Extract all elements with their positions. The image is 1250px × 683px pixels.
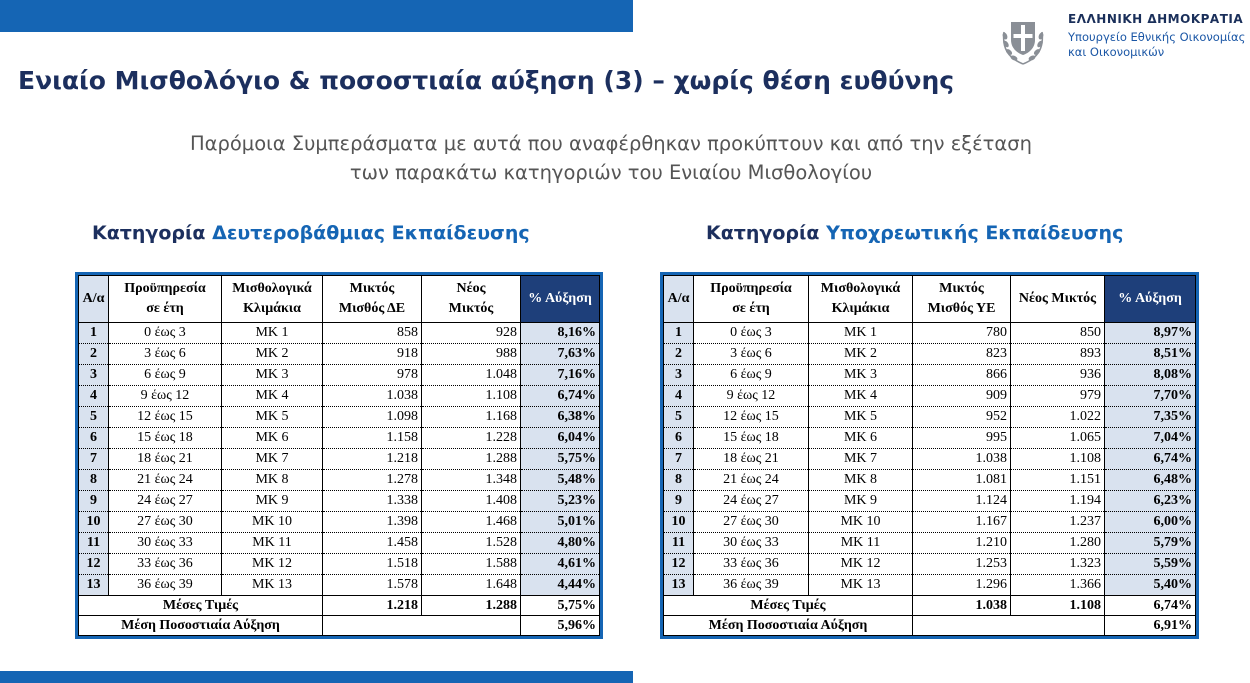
cell-gross-salary: 1.167: [913, 512, 1011, 533]
salary-table: [78, 275, 600, 636]
cell-experience: 3 έως 6: [109, 344, 222, 365]
page-title: Ενιαίο Μισθολόγιο & ποσοστιαία αύξηση (3) – χωρίς θέση ευθύνης: [18, 66, 955, 95]
cell-aa: 13: [664, 575, 694, 596]
cell-experience: 24 έως 27: [694, 491, 809, 512]
cell-new-gross: 1.022: [1011, 407, 1105, 428]
cell-scale: ΜΚ 9: [222, 491, 323, 512]
table-row: [664, 344, 1196, 365]
cell-increase: 5,48%: [521, 470, 600, 491]
cell-increase: 8,97%: [1105, 323, 1196, 344]
greek-coat-of-arms-logo: [998, 14, 1048, 68]
cell-gross-salary: 858: [323, 323, 422, 344]
cell-increase: 5,79%: [1105, 533, 1196, 554]
cell-scale: ΜΚ 4: [809, 386, 913, 407]
cell-experience: 27 έως 30: [694, 512, 809, 533]
cell-new-gross: 1.323: [1011, 554, 1105, 575]
cell-aa: 11: [664, 533, 694, 554]
table-row: [79, 344, 600, 365]
table-row: [79, 365, 600, 386]
cell-experience: 0 έως 3: [694, 323, 809, 344]
cell-new-gross: 1.288: [422, 449, 521, 470]
cell-gross-salary: 1.218: [323, 449, 422, 470]
table-row: [664, 407, 1196, 428]
cell-experience: 21 έως 24: [694, 470, 809, 491]
cell-experience: 30 έως 33: [694, 533, 809, 554]
cell-new-gross: 928: [422, 323, 521, 344]
cell-scale: ΜΚ 6: [222, 428, 323, 449]
cell-scale: ΜΚ 5: [222, 407, 323, 428]
cell-gross-salary: 866: [913, 365, 1011, 386]
cell-scale: ΜΚ 5: [809, 407, 913, 428]
cell-increase: 7,35%: [1105, 407, 1196, 428]
cell-aa: 2: [79, 344, 109, 365]
cell-increase: 5,23%: [521, 491, 600, 512]
cell-new-gross: 1.237: [1011, 512, 1105, 533]
cell-new-gross: 1.194: [1011, 491, 1105, 512]
cell-aa: 8: [664, 470, 694, 491]
cell-experience: 30 έως 33: [109, 533, 222, 554]
cell-new-gross: 1.065: [1011, 428, 1105, 449]
cell-scale: ΜΚ 12: [809, 554, 913, 575]
header-new-line2: Μικτός: [448, 301, 494, 316]
section-title-secondary-education: [92, 222, 530, 244]
table-row: [664, 533, 1196, 554]
table-row: [79, 533, 600, 554]
cell-aa: 9: [664, 491, 694, 512]
cell-gross-salary: 1.158: [323, 428, 422, 449]
header-experience-line2: σε έτη: [146, 301, 184, 316]
header-gross-line1: Μικτός: [939, 281, 984, 296]
mean-increase-value: 6,91%: [1105, 616, 1196, 636]
page-subtitle: [0, 129, 1222, 187]
cell-scale: ΜΚ 11: [222, 533, 323, 554]
cell-aa: 8: [79, 470, 109, 491]
cell-increase: 5,75%: [521, 449, 600, 470]
table-header-row: [79, 276, 600, 323]
table-row: [664, 470, 1196, 491]
cell-experience: 36 έως 39: [694, 575, 809, 596]
section-title-compulsory-education: [706, 222, 1123, 244]
cell-new-gross: 893: [1011, 344, 1105, 365]
cell-scale: ΜΚ 3: [809, 365, 913, 386]
cell-experience: 6 έως 9: [694, 365, 809, 386]
cell-gross-salary: 780: [913, 323, 1011, 344]
table-row: [664, 323, 1196, 344]
cell-experience: 33 έως 36: [694, 554, 809, 575]
cell-aa: 2: [664, 344, 694, 365]
cell-aa: 7: [79, 449, 109, 470]
cell-aa: 4: [664, 386, 694, 407]
table-row: [79, 575, 600, 596]
table-row: [79, 554, 600, 575]
cell-new-gross: 1.348: [422, 470, 521, 491]
header-experience-line2: σε έτη: [732, 301, 770, 316]
header-experience: [694, 276, 809, 323]
cell-new-gross: 1.048: [422, 365, 521, 386]
header-experience-line1: Προϋπηρεσία: [124, 281, 206, 296]
average-gross: 1.218: [323, 596, 422, 616]
table-row: [664, 575, 1196, 596]
mean-increase-empty: [323, 616, 521, 636]
cell-aa: 12: [79, 554, 109, 575]
ministry-name-line2: και Οικονομικών: [1068, 45, 1165, 59]
cell-experience: 12 έως 15: [109, 407, 222, 428]
cell-scale: ΜΚ 1: [222, 323, 323, 344]
cell-gross-salary: 1.038: [913, 449, 1011, 470]
cell-scale: ΜΚ 11: [809, 533, 913, 554]
header-increase: % Αύξηση: [1105, 276, 1196, 323]
header-scale-line2: Κλιμάκια: [831, 301, 890, 316]
cell-new-gross: 850: [1011, 323, 1105, 344]
cell-gross-salary: 1.124: [913, 491, 1011, 512]
cell-gross-salary: 995: [913, 428, 1011, 449]
mean-increase-value: 5,96%: [521, 616, 600, 636]
cell-gross-salary: 1.398: [323, 512, 422, 533]
cell-gross-salary: 918: [323, 344, 422, 365]
cell-aa: 3: [79, 365, 109, 386]
cell-aa: 5: [79, 407, 109, 428]
cell-new-gross: 1.228: [422, 428, 521, 449]
cell-gross-salary: 978: [323, 365, 422, 386]
cell-increase: 6,04%: [521, 428, 600, 449]
cell-scale: ΜΚ 6: [809, 428, 913, 449]
table-row: [79, 470, 600, 491]
header-scale-line2: Κλιμάκια: [243, 301, 301, 316]
section-title-prefix: Κατηγορία: [92, 222, 213, 244]
cell-increase: 5,59%: [1105, 554, 1196, 575]
cell-aa: 4: [79, 386, 109, 407]
cell-increase: 6,23%: [1105, 491, 1196, 512]
government-name: ΕΛΛΗΝΙΚΗ ΔΗΜΟΚΡΑΤΙΑ: [1068, 12, 1244, 26]
cell-experience: 36 έως 39: [109, 575, 222, 596]
header-increase: % Αύξηση: [521, 276, 600, 323]
ministry-name-line1: Υπουργείο Εθνικής Οικονομίας: [1068, 30, 1246, 44]
table-row: [79, 323, 600, 344]
cell-increase: 8,51%: [1105, 344, 1196, 365]
cell-scale: ΜΚ 4: [222, 386, 323, 407]
cell-scale: ΜΚ 13: [809, 575, 913, 596]
cell-increase: 6,38%: [521, 407, 600, 428]
cell-new-gross: 1.408: [422, 491, 521, 512]
table-row: [664, 365, 1196, 386]
cell-aa: 9: [79, 491, 109, 512]
cell-aa: 1: [664, 323, 694, 344]
cell-scale: ΜΚ 2: [809, 344, 913, 365]
cell-experience: 15 έως 18: [109, 428, 222, 449]
cell-increase: 7,04%: [1105, 428, 1196, 449]
header-scale: [222, 276, 323, 323]
cell-new-gross: 1.528: [422, 533, 521, 554]
header-gross-line1: Μικτός: [349, 281, 395, 296]
salary-table-secondary-education: [75, 272, 603, 639]
header-scale-line1: Μισθολογικά: [232, 281, 312, 296]
cell-gross-salary: 1.081: [913, 470, 1011, 491]
cell-increase: 5,40%: [1105, 575, 1196, 596]
header-gross-salary: [913, 276, 1011, 323]
cell-increase: 8,08%: [1105, 365, 1196, 386]
cell-new-gross: 1.648: [422, 575, 521, 596]
cell-experience: 33 έως 36: [109, 554, 222, 575]
subtitle-line1: Παρόμοια Συμπεράσματα με αυτά που αναφέρθηκαν προκύπτουν και από την εξέταση: [189, 132, 1032, 155]
cell-experience: 27 έως 30: [109, 512, 222, 533]
table-row: [79, 491, 600, 512]
cell-gross-salary: 909: [913, 386, 1011, 407]
cell-gross-salary: 1.098: [323, 407, 422, 428]
subtitle-line2: των παρακάτω κατηγοριών του Ενιαίου Μισθολογίου: [349, 161, 873, 184]
cell-increase: 7,63%: [521, 344, 600, 365]
cell-aa: 12: [664, 554, 694, 575]
header-new-gross: [422, 276, 521, 323]
cell-gross-salary: 1.458: [323, 533, 422, 554]
average-values-row: [79, 596, 600, 616]
cell-scale: ΜΚ 12: [222, 554, 323, 575]
cell-increase: 6,48%: [1105, 470, 1196, 491]
cell-aa: 5: [664, 407, 694, 428]
average-values-label: Μέσες Τιμές: [79, 596, 323, 616]
table-row: [664, 449, 1196, 470]
table-row: [79, 512, 600, 533]
average-values-row: [664, 596, 1196, 616]
cell-scale: ΜΚ 7: [222, 449, 323, 470]
cell-aa: 10: [664, 512, 694, 533]
header-new-line1: Νέος Μικτός: [1018, 291, 1097, 306]
section-title-highlight: Υποχρεωτικής Εκπαίδευσης: [826, 222, 1124, 244]
table-row: [79, 428, 600, 449]
cell-aa: 6: [664, 428, 694, 449]
cell-scale: ΜΚ 10: [222, 512, 323, 533]
cell-experience: 9 έως 12: [109, 386, 222, 407]
cell-aa: 10: [79, 512, 109, 533]
cell-increase: 6,00%: [1105, 512, 1196, 533]
cell-increase: 7,16%: [521, 365, 600, 386]
cell-experience: 0 έως 3: [109, 323, 222, 344]
cell-gross-salary: 1.338: [323, 491, 422, 512]
cell-scale: ΜΚ 10: [809, 512, 913, 533]
table-row: [664, 554, 1196, 575]
header-scale: [809, 276, 913, 323]
cell-scale: ΜΚ 7: [809, 449, 913, 470]
cell-experience: 6 έως 9: [109, 365, 222, 386]
average-values-label: Μέσες Τιμές: [664, 596, 913, 616]
cell-new-gross: 1.108: [422, 386, 521, 407]
cell-increase: 6,74%: [521, 386, 600, 407]
header-gross-salary: [323, 276, 422, 323]
cell-increase: 7,70%: [1105, 386, 1196, 407]
cell-experience: 12 έως 15: [694, 407, 809, 428]
average-increase: 6,74%: [1105, 596, 1196, 616]
cell-new-gross: 988: [422, 344, 521, 365]
bottom-accent-bar: [0, 671, 633, 683]
cell-aa: 1: [79, 323, 109, 344]
average-new-gross: 1.108: [1011, 596, 1105, 616]
cell-new-gross: 1.468: [422, 512, 521, 533]
header-experience-line1: Προϋπηρεσία: [710, 281, 792, 296]
cell-scale: ΜΚ 13: [222, 575, 323, 596]
cell-gross-salary: 952: [913, 407, 1011, 428]
cell-aa: 7: [664, 449, 694, 470]
average-increase: 5,75%: [521, 596, 600, 616]
header-new-gross: [1011, 276, 1105, 323]
salary-table: [663, 275, 1196, 636]
cell-new-gross: 1.280: [1011, 533, 1105, 554]
cell-scale: ΜΚ 8: [809, 470, 913, 491]
header-aa: Α/α: [79, 276, 109, 323]
table-row: [79, 407, 600, 428]
table-row: [664, 428, 1196, 449]
header-new-line1: Νέος: [456, 281, 486, 296]
table-header-row: [664, 276, 1196, 323]
average-new-gross: 1.288: [422, 596, 521, 616]
table-row: [664, 491, 1196, 512]
cell-scale: ΜΚ 3: [222, 365, 323, 386]
cell-gross-salary: 1.578: [323, 575, 422, 596]
header-aa: Α/α: [664, 276, 694, 323]
cell-aa: 11: [79, 533, 109, 554]
cell-scale: ΜΚ 8: [222, 470, 323, 491]
mean-increase-empty: [913, 616, 1105, 636]
top-accent-bar: [0, 0, 633, 32]
cell-new-gross: 979: [1011, 386, 1105, 407]
cell-experience: 18 έως 21: [694, 449, 809, 470]
cell-scale: ΜΚ 2: [222, 344, 323, 365]
cell-gross-salary: 823: [913, 344, 1011, 365]
table-row: [79, 449, 600, 470]
average-gross: 1.038: [913, 596, 1011, 616]
mean-increase-label: Μέση Ποσοστιαία Αύξηση: [664, 616, 913, 636]
cell-gross-salary: 1.210: [913, 533, 1011, 554]
cell-gross-salary: 1.518: [323, 554, 422, 575]
mean-increase-row: [79, 616, 600, 636]
cell-increase: 4,44%: [521, 575, 600, 596]
cell-gross-salary: 1.278: [323, 470, 422, 491]
header-scale-line1: Μισθολογικά: [820, 281, 901, 296]
section-title-prefix: Κατηγορία: [706, 222, 827, 244]
cell-gross-salary: 1.296: [913, 575, 1011, 596]
cell-gross-salary: 1.038: [323, 386, 422, 407]
salary-table-compulsory-education: [660, 272, 1199, 639]
cell-increase: 4,61%: [521, 554, 600, 575]
header-experience: [109, 276, 222, 323]
cell-new-gross: 936: [1011, 365, 1105, 386]
cell-new-gross: 1.366: [1011, 575, 1105, 596]
header-gross-line2: Μισθός ΔΕ: [338, 301, 406, 316]
cell-experience: 3 έως 6: [694, 344, 809, 365]
mean-increase-label: Μέση Ποσοστιαία Αύξηση: [79, 616, 323, 636]
cell-experience: 21 έως 24: [109, 470, 222, 491]
cell-new-gross: 1.588: [422, 554, 521, 575]
cell-scale: ΜΚ 1: [809, 323, 913, 344]
cell-increase: 6,74%: [1105, 449, 1196, 470]
cell-aa: 13: [79, 575, 109, 596]
government-header: [1068, 12, 1250, 60]
cell-experience: 18 έως 21: [109, 449, 222, 470]
cell-experience: 9 έως 12: [694, 386, 809, 407]
cell-increase: 5,01%: [521, 512, 600, 533]
cell-aa: 3: [664, 365, 694, 386]
cell-new-gross: 1.168: [422, 407, 521, 428]
header-gross-line2: Μισθός ΥΕ: [927, 301, 996, 316]
cell-new-gross: 1.151: [1011, 470, 1105, 491]
table-row: [79, 386, 600, 407]
cell-experience: 15 έως 18: [694, 428, 809, 449]
table-row: [664, 512, 1196, 533]
section-title-highlight: Δευτεροβάθμιας Εκπαίδευσης: [212, 222, 530, 244]
cell-increase: 8,16%: [521, 323, 600, 344]
table-row: [664, 386, 1196, 407]
cell-experience: 24 έως 27: [109, 491, 222, 512]
cell-increase: 4,80%: [521, 533, 600, 554]
mean-increase-row: [664, 616, 1196, 636]
cell-gross-salary: 1.253: [913, 554, 1011, 575]
cell-new-gross: 1.108: [1011, 449, 1105, 470]
cell-scale: ΜΚ 9: [809, 491, 913, 512]
cell-aa: 6: [79, 428, 109, 449]
